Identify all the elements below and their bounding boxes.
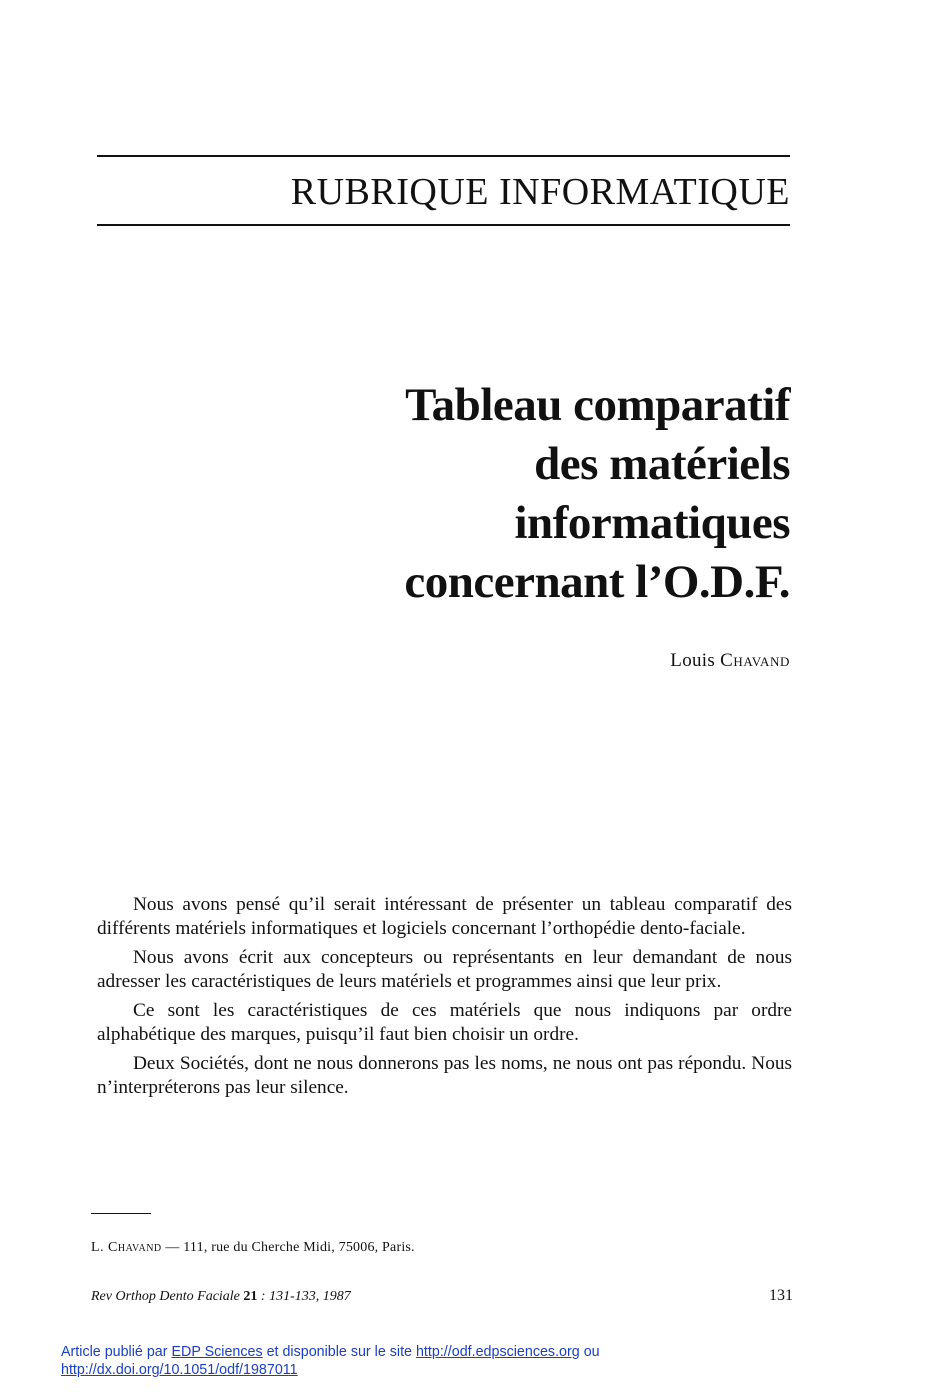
author-name	[670, 650, 790, 672]
body-paragraph: Deux Sociétés, dont ne nous donnerons pas les noms, ne nous ont pas répondu. Nous n’interpréterons pas leur silence.	[97, 1053, 792, 1098]
rubric-heading: RUBRIQUE INFORMATIQUE	[290, 171, 790, 213]
title-line: informatiques	[514, 497, 790, 549]
body-paragraph: Ce sont les caractéristiques de ces matériels que nous indiquons par ordre alphabétique des marques, puisqu’il faut bien choisir un ordre.	[97, 1000, 792, 1045]
footnote-rule	[91, 1213, 151, 1214]
footnote-author: L. Chavand	[91, 1240, 162, 1255]
citation-journal: Rev Orthop Dento Faciale	[91, 1289, 244, 1304]
title-line: Tableau comparatif	[405, 379, 790, 431]
header-bottom-rule	[97, 224, 790, 226]
page-number: 131	[769, 1287, 793, 1304]
doi-link[interactable]: http://dx.doi.org/10.1051/odf/1987011	[61, 1362, 298, 1378]
publisher-middle: et disponible sur le site	[262, 1344, 416, 1360]
publisher-prefix: Article publié par	[61, 1344, 172, 1360]
article-body	[97, 893, 792, 1105]
header-top-rule	[97, 155, 790, 157]
citation-volume: 21	[243, 1289, 258, 1304]
author-last-name: Chavand	[720, 650, 790, 671]
title-line: concernant l’O.D.F.	[404, 556, 790, 608]
edp-sciences-link[interactable]: EDP Sciences	[171, 1344, 263, 1360]
journal-site-link[interactable]: http://odf.edpsciences.org	[415, 1344, 580, 1360]
author-affiliation-footnote	[91, 1240, 415, 1256]
publisher-suffix: ou	[579, 1344, 600, 1360]
citation-pages: : 131-133, 1987	[257, 1289, 351, 1304]
body-paragraph: Nous avons écrit aux concepteurs ou représentants en leur demandant de nous adresser les caractéristiques de leurs matériels et programmes ainsi que leur prix.	[97, 947, 792, 992]
footnote-address: — 111, rue du Cherche Midi, 75006, Paris.	[161, 1240, 415, 1255]
journal-citation	[91, 1289, 351, 1305]
article-title	[230, 376, 790, 612]
publisher-notice	[61, 1343, 821, 1379]
author-first-name: Louis	[670, 650, 716, 671]
title-line: des matériels	[534, 438, 790, 490]
body-paragraph: Nous avons pensé qu’il serait intéressant de présenter un tableau comparatif des différents matériels informatiques et logiciels concernant l’orthopédie dento-faciale.	[97, 894, 792, 939]
